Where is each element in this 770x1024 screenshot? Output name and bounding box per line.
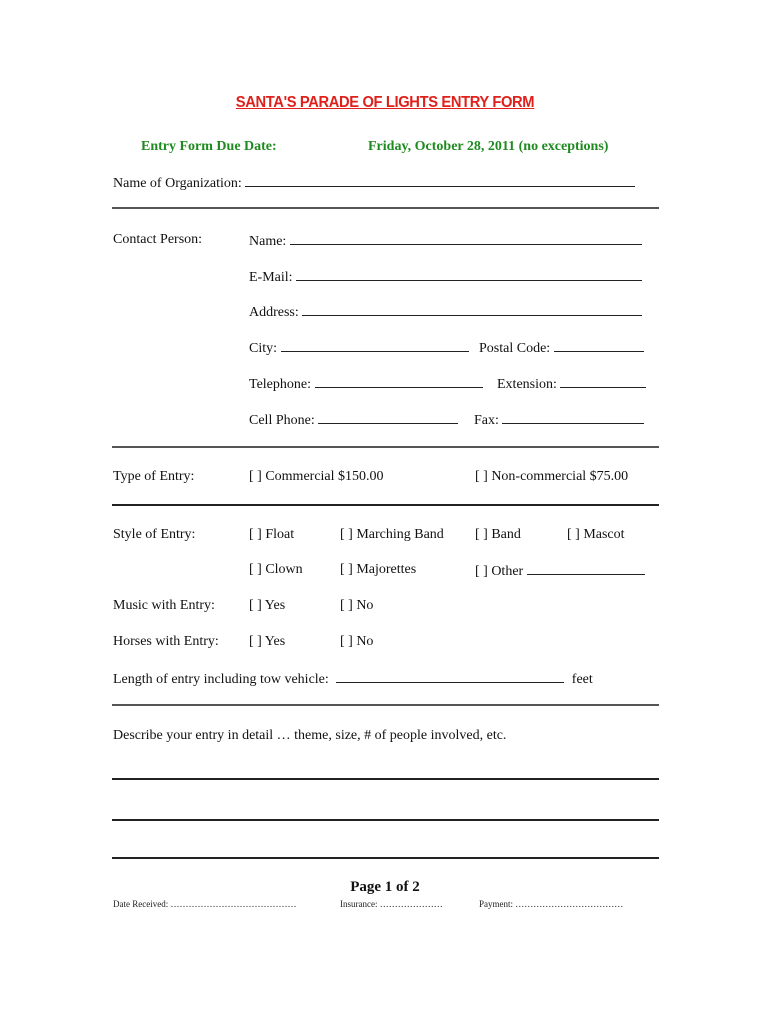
insurance: Insurance: …………………	[340, 899, 443, 909]
fax-label: Fax:	[474, 413, 499, 428]
description-line-3[interactable]	[112, 857, 659, 859]
contact-name-field[interactable]	[290, 232, 642, 245]
extension-field[interactable]	[560, 375, 646, 388]
length-row[interactable]	[113, 670, 593, 688]
style-of-entry-label: Style of Entry:	[113, 527, 196, 542]
email-label: E-Mail:	[249, 270, 293, 285]
describe-label: Describe your entry in detail … theme, size, # of people involved, etc.	[113, 728, 507, 743]
contact-label: Contact Person:	[113, 232, 203, 247]
band-checkbox[interactable]: [ ] Band	[475, 527, 521, 542]
address-field[interactable]	[302, 303, 642, 316]
length-unit: feet	[571, 672, 593, 687]
email-field[interactable]	[296, 268, 642, 281]
marching-band-checkbox[interactable]: [ ] Marching Band	[340, 527, 444, 542]
horses-yes-checkbox[interactable]: [ ] Yes	[249, 634, 286, 649]
length-field[interactable]	[336, 670, 564, 683]
music-no-checkbox[interactable]: [ ] No	[340, 598, 374, 613]
extension-row[interactable]	[497, 375, 646, 393]
city-field[interactable]	[281, 339, 469, 352]
organization-row[interactable]	[113, 174, 635, 192]
cell-row[interactable]	[249, 411, 458, 429]
due-date-label: Entry Form Due Date:	[141, 139, 277, 154]
postal-label: Postal Code:	[479, 341, 551, 356]
postal-row[interactable]	[479, 339, 644, 357]
section-divider	[112, 446, 659, 448]
commercial-checkbox[interactable]: [ ] Commercial $150.00	[249, 469, 384, 484]
non-commercial-checkbox[interactable]: [ ] Non-commercial $75.00	[475, 469, 629, 484]
section-divider	[112, 704, 659, 706]
extension-label: Extension:	[497, 377, 557, 392]
other-checkbox[interactable]: [ ] Other	[475, 564, 524, 579]
organization-field[interactable]	[245, 174, 635, 187]
description-line-1[interactable]	[112, 778, 659, 780]
section-divider	[112, 504, 659, 506]
email-row[interactable]	[249, 268, 642, 286]
majorettes-checkbox[interactable]: [ ] Majorettes	[340, 562, 417, 577]
city-row[interactable]	[249, 339, 469, 357]
address-label: Address:	[249, 305, 299, 320]
payment: Payment: ………………………………	[479, 899, 624, 909]
address-row[interactable]	[249, 303, 642, 321]
date-received: Date Received: ……………………………………	[113, 899, 297, 909]
page-number: Page 1 of 2	[350, 879, 420, 895]
music-yes-checkbox[interactable]: [ ] Yes	[249, 598, 286, 613]
section-divider	[112, 207, 659, 209]
description-line-2[interactable]	[112, 819, 659, 821]
organization-label: Name of Organization:	[113, 176, 242, 191]
fax-row[interactable]	[474, 411, 644, 429]
music-label: Music with Entry:	[113, 598, 215, 613]
type-of-entry-label: Type of Entry:	[113, 469, 195, 484]
other-field[interactable]	[527, 562, 645, 575]
due-date-value: Friday, October 28, 2011 (no exceptions)	[368, 139, 609, 154]
float-checkbox[interactable]: [ ] Float	[249, 527, 295, 542]
length-label: Length of entry including tow vehicle:	[113, 672, 329, 687]
fax-field[interactable]	[502, 411, 644, 424]
telephone-field[interactable]	[315, 375, 483, 388]
cell-field[interactable]	[318, 411, 458, 424]
contact-name-label: Name:	[249, 234, 287, 249]
horses-label: Horses with Entry:	[113, 634, 219, 649]
form-title: SANTA'S PARADE OF LIGHTS ENTRY FORM	[235, 94, 535, 111]
cell-label: Cell Phone:	[249, 413, 315, 428]
contact-name-row[interactable]	[249, 232, 642, 250]
horses-no-checkbox[interactable]: [ ] No	[340, 634, 374, 649]
mascot-checkbox[interactable]: [ ] Mascot	[567, 527, 625, 542]
city-label: City:	[249, 341, 278, 356]
postal-field[interactable]	[554, 339, 644, 352]
telephone-label: Telephone:	[249, 377, 311, 392]
telephone-row[interactable]	[249, 375, 483, 393]
other-row[interactable]	[475, 562, 645, 580]
clown-checkbox[interactable]: [ ] Clown	[249, 562, 303, 577]
